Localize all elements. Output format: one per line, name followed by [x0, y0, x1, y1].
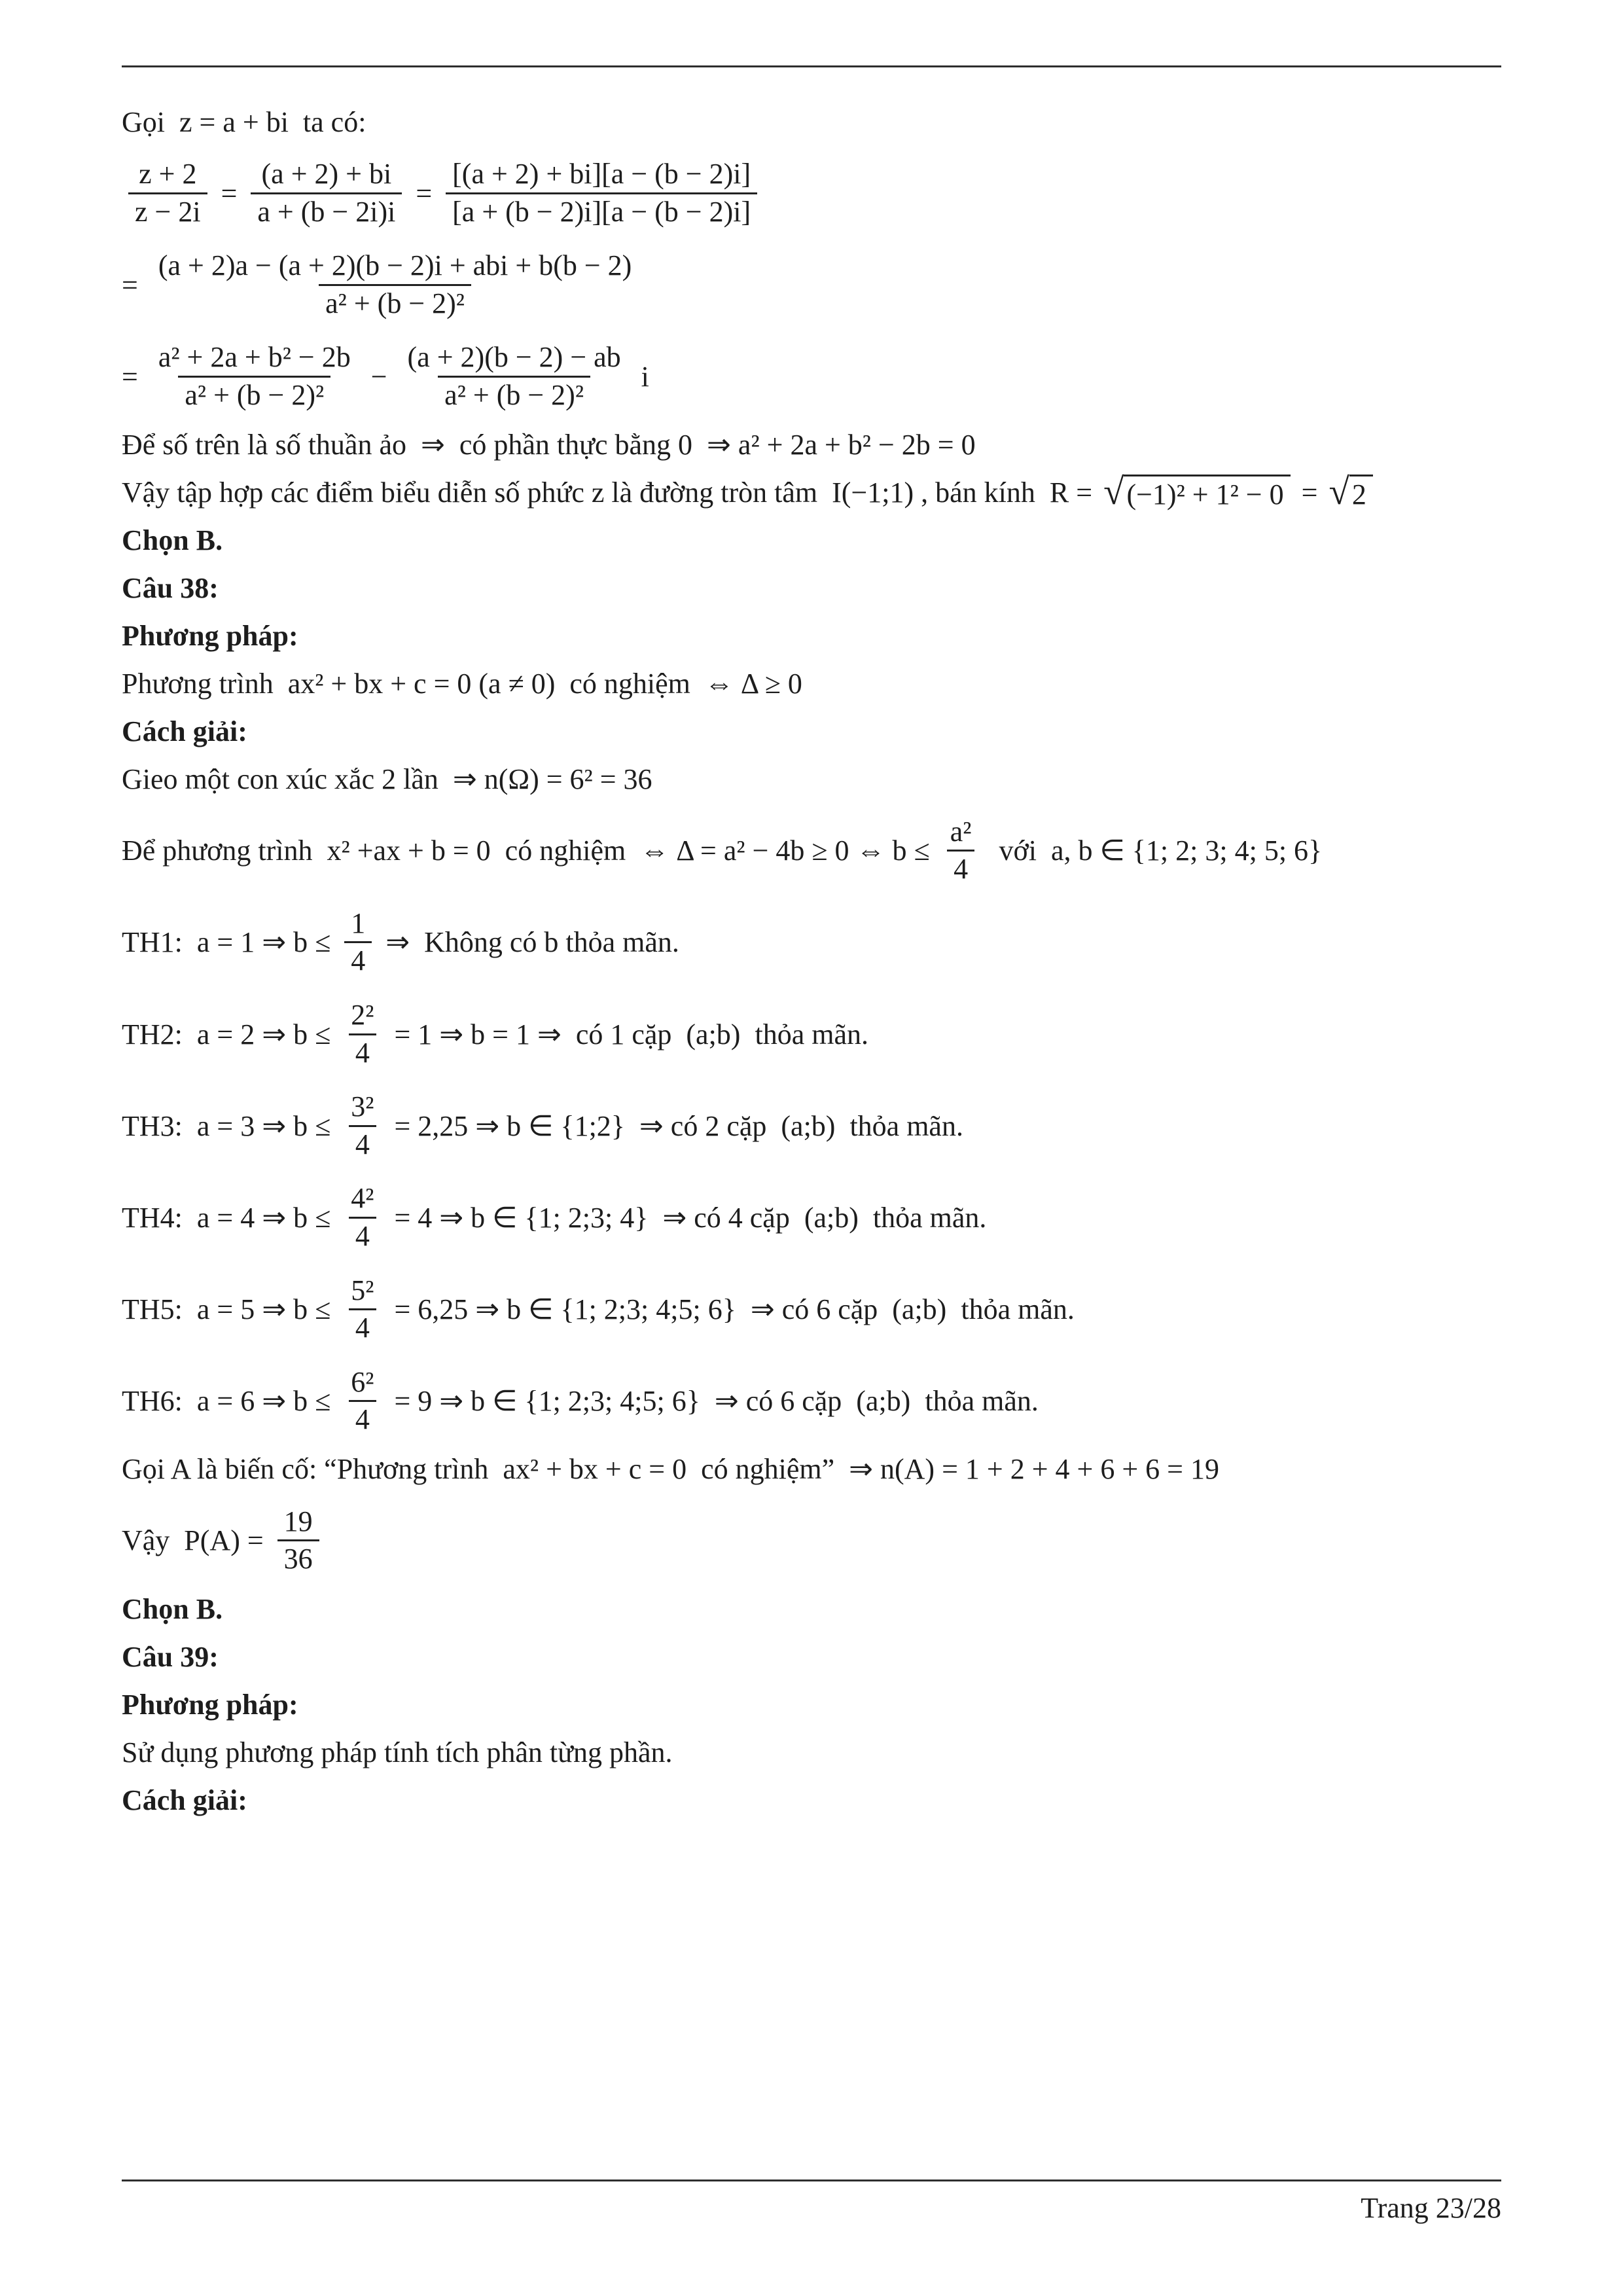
fraction-numerator: (a + 2) + bi: [261, 158, 392, 190]
fraction-numerator: 4²: [351, 1182, 374, 1215]
case-3: [122, 1084, 1509, 1168]
fraction-numerator: [(a + 2) + bi][a − (b − 2)i]: [452, 158, 751, 190]
math-text-run: =: [1294, 476, 1325, 509]
math-text-run: = 9 ⇒ b ∈ {1; 2;3; 4;5; 6} ⇒ có 6 cặp (a;b) thỏa mãn.: [387, 1385, 1039, 1418]
fraction-denominator: a² + (b − 2)²: [438, 376, 590, 414]
fraction-denominator: 4: [349, 1125, 376, 1163]
fraction: [344, 1181, 380, 1254]
fraction-denominator: a + (b − 2i)i: [251, 192, 402, 230]
page-number: Trang 23/28: [1361, 2192, 1501, 2224]
case-5: [122, 1268, 1509, 1352]
math-text-run: Gieo một con xúc xắc 2 lần ⇒ n(Ω) = 6² = 36: [122, 763, 652, 796]
fraction-denominator: 36: [277, 1539, 319, 1577]
question-39-heading: Câu 39:: [122, 1640, 219, 1673]
method-heading-39: Phương pháp:: [122, 1688, 298, 1721]
math-text-run: Gọi z = a + bi ta có:: [122, 105, 366, 138]
math-text-run: Gọi A là biến cố: “Phương trình ax² + bx + c = 0 có nghiệm” ⇒ n(A) = 1 + 2 + 4 + 6 + 6 = 19: [122, 1453, 1219, 1486]
fraction-numerator: 6²: [351, 1365, 374, 1398]
math-text-run: =: [122, 268, 145, 301]
math-text-run: Sử dụng phương pháp tính tích phân từng phần.: [122, 1736, 673, 1768]
pure-imaginary-condition: [122, 427, 1509, 463]
solution-heading-38: Cách giải:: [122, 715, 247, 748]
fraction: [344, 997, 380, 1071]
question-38-heading: Câu 38:: [122, 572, 219, 605]
fraction: [251, 156, 402, 230]
math-text-run: Vậy P(A) =: [122, 1524, 271, 1557]
event-definition-line: [122, 1451, 1509, 1488]
math-text-run: TH6: a = 6 ⇒ b ≤: [122, 1385, 338, 1418]
math-text-run: =: [213, 177, 245, 209]
fraction-numerator: (a + 2)a − (a + 2)(b − 2)i + abi + b(b − 2): [158, 249, 632, 282]
math-text-run: TH4: a = 4 ⇒ b ≤: [122, 1201, 338, 1234]
math-text-run: Để số trên là số thuần ảo ⇒ có phần thực bằng 0 ⇒ a² + 2a + b² − 2b = 0: [122, 429, 976, 461]
fraction-denominator: 4: [349, 1308, 376, 1346]
fraction: [944, 814, 978, 888]
math-text-run: =: [408, 177, 440, 209]
math-text-run: TH2: a = 2 ⇒ b ≤: [122, 1018, 338, 1050]
method-heading-38: Phương pháp:: [122, 620, 298, 653]
math-text-run: TH3: a = 3 ⇒ b ≤: [122, 1109, 338, 1142]
fraction: [344, 1365, 380, 1438]
math-text-run: TH5: a = 5 ⇒ b ≤: [122, 1293, 338, 1326]
dice-roll-line: [122, 761, 1509, 798]
fraction-denominator: 4: [349, 1400, 376, 1438]
top-rule: [122, 65, 1501, 67]
fraction: [128, 156, 207, 230]
fraction-denominator: 4: [947, 850, 974, 888]
fraction-denominator: z − 2i: [128, 192, 207, 230]
equation-step-2: [122, 243, 1509, 327]
math-text-run: =: [122, 360, 145, 393]
fraction-numerator: 3²: [351, 1090, 374, 1123]
solution-heading-39: Cách giải:: [122, 1784, 247, 1816]
fraction-numerator: 2²: [351, 998, 374, 1031]
fraction-numerator: 5²: [351, 1274, 374, 1306]
fraction-numerator: 19: [283, 1505, 313, 1537]
page-content: [122, 103, 1509, 1829]
math-text-run: = 2,25 ⇒ b ∈ {1;2} ⇒ có 2 cặp (a;b) thỏa mãn.: [387, 1109, 963, 1142]
fraction-numerator: z + 2: [139, 158, 197, 190]
fraction-denominator: a² + (b − 2)²: [319, 284, 471, 322]
case-4: [122, 1175, 1509, 1259]
fraction: [344, 906, 372, 979]
math-text-run: Để phương trình x² +ax + b = 0 có nghiệm ⇔ Δ = a² − 4b ≥ 0 ⇔ b ≤: [122, 834, 937, 867]
fraction-numerator: a² + 2a + b² − 2b: [158, 341, 351, 374]
math-text-run: với a, b ∈ {1; 2; 3; 4; 5; 6}: [984, 834, 1323, 867]
answer-choice-38b: Chọn B.: [122, 1592, 223, 1625]
math-text-run: ⇒ Không có b thỏa mãn.: [378, 926, 679, 959]
math-text-run: Vậy tập hợp các điểm biểu diễn số phức z là đường tròn tâm I(−1;1) , bán kính R =: [122, 476, 1100, 509]
intro-line: [122, 103, 1509, 140]
locus-conclusion: [122, 471, 1509, 512]
math-text-run: −: [363, 360, 395, 393]
fraction-denominator: 4: [349, 1033, 376, 1071]
fraction-denominator: 4: [344, 941, 372, 979]
case-2: [122, 992, 1509, 1076]
math-text-run: i: [633, 360, 649, 393]
radical-icon: √: [1329, 471, 1349, 512]
condition-line: [122, 809, 1509, 893]
probability-result-line: [122, 1499, 1509, 1583]
radicand: 2: [1349, 475, 1373, 511]
math-text-run: = 4 ⇒ b ∈ {1; 2;3; 4} ⇒ có 4 cặp (a;b) thỏa mãn.: [387, 1201, 987, 1234]
answer-choice-38: Chọn B.: [122, 524, 223, 557]
fraction-denominator: a² + (b − 2)²: [178, 376, 330, 414]
math-text-run: TH1: a = 1 ⇒ b ≤: [122, 926, 338, 959]
fraction-denominator: 4: [349, 1217, 376, 1255]
fraction: [401, 340, 628, 413]
equation-step-1: [122, 151, 1509, 235]
fraction: [152, 248, 639, 321]
fraction: [344, 1089, 380, 1162]
fraction: [446, 156, 757, 230]
fraction-numerator: (a + 2)(b − 2) − ab: [407, 341, 621, 374]
case-1: [122, 901, 1509, 984]
math-text-run: Phương trình ax² + bx + c = 0 (a ≠ 0) có nghiệm ⇔ Δ ≥ 0: [122, 668, 802, 700]
fraction: [344, 1273, 380, 1346]
fraction: [152, 340, 357, 413]
math-text-run: = 6,25 ⇒ b ∈ {1; 2;3; 4;5; 6} ⇒ có 6 cặp (a;b) thỏa mãn.: [387, 1293, 1075, 1326]
equation-step-3: [122, 334, 1509, 418]
bottom-rule: [122, 2179, 1501, 2181]
fraction-numerator: a²: [950, 815, 972, 848]
square-root: [1103, 471, 1291, 512]
radicand: (−1)² + 1² − 0: [1124, 475, 1290, 511]
method-text-38: [122, 666, 1509, 702]
case-6: [122, 1359, 1509, 1443]
fraction-numerator: 1: [351, 906, 366, 939]
fraction-denominator: [a + (b − 2)i][a − (b − 2)i]: [446, 192, 757, 230]
math-text-run: = 1 ⇒ b = 1 ⇒ có 1 cặp (a;b) thỏa mãn.: [387, 1018, 868, 1050]
fraction: [277, 1504, 319, 1577]
radical-icon: √: [1103, 471, 1124, 512]
method-text-39: [122, 1734, 1509, 1770]
square-root: [1329, 471, 1372, 512]
